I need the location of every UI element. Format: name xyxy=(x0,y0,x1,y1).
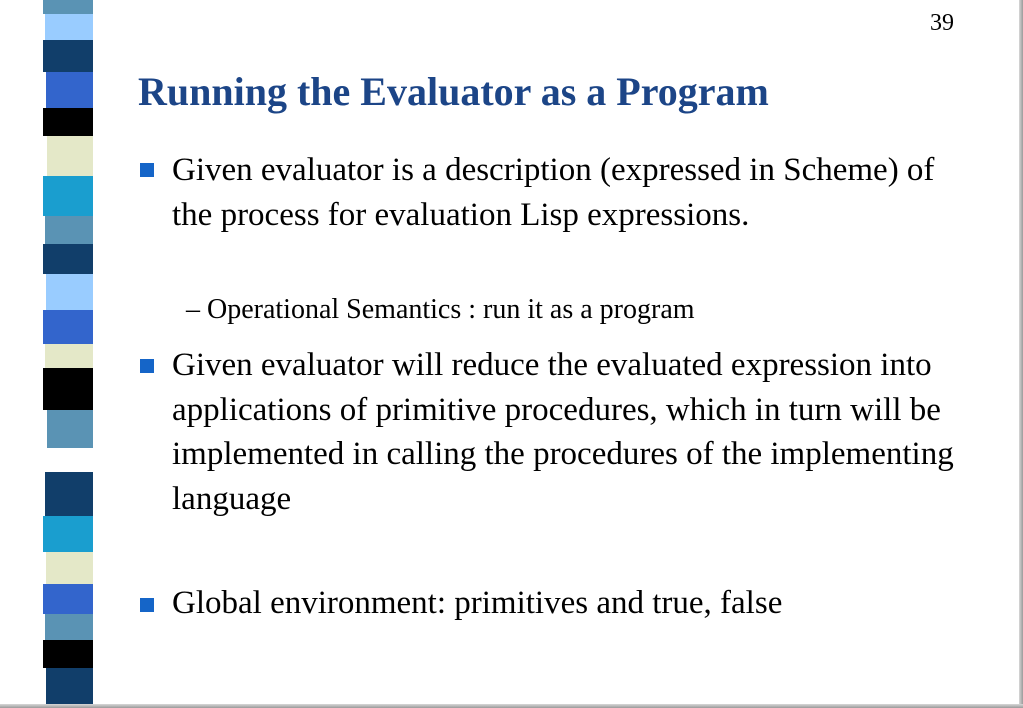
sub-bullet-item: – Operational Semantics : run it as a program xyxy=(186,294,695,325)
slide-title: Running the Evaluator as a Program xyxy=(138,69,769,114)
stripe-block xyxy=(43,244,93,274)
stripe-block xyxy=(45,344,93,368)
stripe-block xyxy=(43,640,93,668)
bullet-item-1: Given evaluator is a description (expressed in Scheme) of the process for evaluation Lisp expressions. xyxy=(172,152,935,233)
stripe-block xyxy=(47,136,93,176)
stripe-block xyxy=(43,108,93,136)
square-bullet-icon xyxy=(140,359,154,373)
stripe-block xyxy=(45,216,93,244)
stripe-block xyxy=(43,516,93,552)
slide-shadow-right xyxy=(1019,0,1023,708)
stripe-block xyxy=(43,40,93,72)
bullet-item-2: Given evaluator will reduce the evaluated expression into applications of primitive procedures, which in turn will be implemented in calling the procedures of the implementing language xyxy=(172,347,954,517)
slide-shadow-bottom xyxy=(0,704,1023,708)
stripe-block xyxy=(43,584,93,614)
square-bullet-icon xyxy=(140,598,154,612)
stripe-block xyxy=(46,72,93,108)
stripe-block xyxy=(43,368,93,410)
stripe-block xyxy=(45,472,93,516)
stripe-block xyxy=(43,448,93,472)
stripe-block xyxy=(45,614,93,640)
stripe-block xyxy=(47,410,93,448)
stripe-block xyxy=(46,668,93,708)
stripe-block xyxy=(43,0,93,14)
stripe-block xyxy=(46,274,93,310)
page-number: 39 xyxy=(930,10,954,36)
stripe-block xyxy=(45,14,93,40)
bullet-item-3: Global environment: primitives and true, false xyxy=(172,585,783,621)
decorative-stripe-column xyxy=(43,0,100,708)
stripe-block xyxy=(43,176,93,216)
square-bullet-icon xyxy=(140,163,154,177)
stripe-block xyxy=(46,552,93,584)
stripe-block xyxy=(43,310,93,344)
